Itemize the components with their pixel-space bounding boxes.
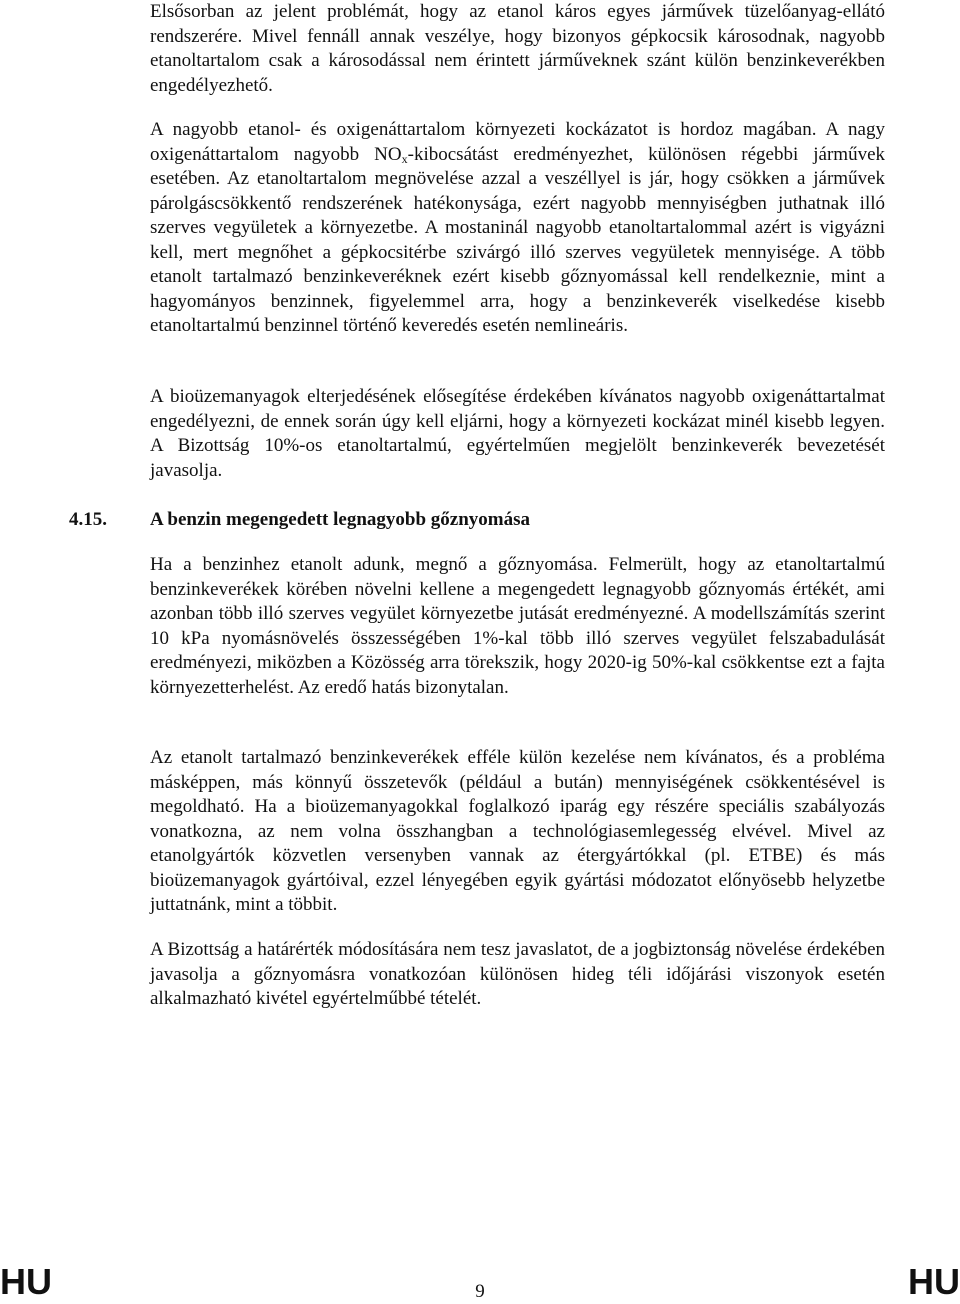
footer-language-left: HU — [0, 1261, 52, 1302]
paragraph-4: Ha a benzinhez etanolt adunk, megnő a gőznyomása. Felmerült, hogy az etanoltartalmú benzinkeverékek körében növelni kellene a megengedett legnagyobb gőznyomás értékét, ami azonban több illó szerves vegyület környezetbe jutását eredményezné. A modellszámítás szerint 10 kPa nyomásnövelés összességében 1%-kal több illó szerves vegyület felszabadulását eredményezi, miközben a Közösség arra törekszik, hogy 2020-ig 50%-kal csökkentse ezt a fajta környezetterhelést. Az eredő hatás bizonytalan. — [150, 554, 885, 698]
paragraph-1: Elsősorban az jelent problémát, hogy az etanol káros egyes járművek tüzelőanyag-ellátó rendszerére. Mivel fennáll annak veszélye, hogy bizonyos gépkocsik károsodnak, nagyobb etanoltartalom csak a károsodással nem érintett járműveknek szánt külön benzinkeverékben engedélyezhető. — [150, 1, 885, 96]
paragraph-2-text-a: A nagyobb etanol- és oxigenáttartalom környezeti kockázatot is hordoz magában. A nagy oxigenáttartalom nagyobb NO — [150, 119, 885, 165]
paragraph-6: A Bizottság a határérték módosítására nem tesz javaslatot, de a jogbiztonság növelése érdekében javasolja a gőznyomásra vonatkozóan különösen hideg téli időjárási viszonyok esetén alkalmazható kivétel egyértelműbbé tételét. — [150, 939, 885, 1009]
paragraph-5: Az etanolt tartalmazó benzinkeverékek efféle külön kezelése nem kívánatos, és a probléma másképpen, más könnyű összetevők (például a bután) mennyiségének csökkentésével is megoldható. Ha a bioüzemanyagokkal foglalkozó iparág egy részére speciális szabályozás vonatkozna, az nem volna összhangban a technológiasemlegesség elvével. Mivel az etanolgyártók közvetlen versenyben vannak az étergyártókkal (pl. ETBE) és más bioüzemanyagok gyártóival, ezzel lényegében egyik gyártási módozatot előnyösebb helyzetbe juttatnánk, mint a többit. — [150, 747, 885, 915]
page-number: 9 — [475, 1281, 485, 1302]
paragraph-3: A bioüzemanyagok elterjedésének elősegítése érdekében kívánatos nagyobb oxigenáttartalmat engedélyezni, de ennek során úgy kell eljárni, hogy a környezeti kockázat minél kisebb legyen. A Bizottság 10%-os etanoltartalmú, egyértelműen megjelölt benzinkeverék bevezetését javasolja. — [150, 386, 885, 481]
paragraph-2-text-b: -kibocsátást eredményezhet, különösen régebbi járművek esetében. Az etanoltartalom megnövelése azzal a veszéllyel is jár, hogy csökken a járművek párolgáscsökkentő rendszerének hatékonysága, ezért nagyobb mennyiségben juthatnak illó szerves vegyületek a környezetbe. A mostaninál nagyobb etanoltartalommal azért is vigyázni kell, mert megnőhet a gépkocsitérbe szivárgó illó szerves vegyületek mennyisége. A több etanolt tartalmazó benzinkeveréknek ezért kisebb gőznyomással kell rendelkeznie, mint a hagyományos benzinnek, figyelemmel arra, hogy a benzinkeverék viselkedése kisebb etanoltartalmú benzinnel történő keveredés esetén nemlineáris. — [150, 143, 885, 336]
paragraph-2 — [150, 118, 885, 339]
section-number: 4.15. — [69, 509, 107, 530]
footer-language-right: HU — [908, 1261, 960, 1302]
nox-subscript: x — [401, 151, 408, 166]
section-heading: A benzin megengedett legnagyobb gőznyomása — [150, 509, 530, 530]
